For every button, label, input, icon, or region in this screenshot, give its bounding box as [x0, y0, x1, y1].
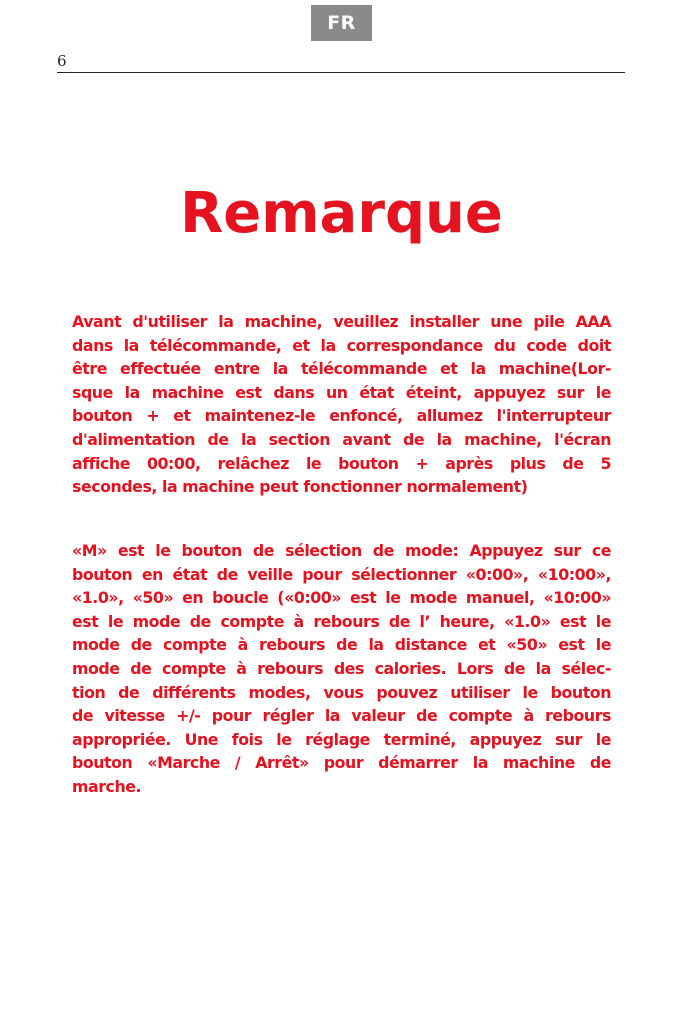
- paragraph-line: sque la machine est dans un état éteint, appuyez sur le: [72, 382, 611, 402]
- paragraph-line: tion de différents modes, vous pouvez utiliser le bouton: [72, 682, 611, 702]
- paragraph-line: «M» est le bouton de sélection de mode: Appuyez sur ce: [72, 541, 611, 560]
- paragraph-line: mode de compte à rebours des calories. Lors de la sélec-: [72, 658, 611, 678]
- paragraph-battery-pairing: [72, 310, 611, 499]
- paragraph-line: de vitesse +/- pour régler la valeur de compte à rebours: [72, 706, 611, 726]
- paragraph-line: Avant d'utiliser la machine, veuillez installer une pile AAA: [72, 312, 611, 331]
- paragraph-line: est le mode de compte à rebours de l’ heure, «1.0» est le: [72, 611, 611, 631]
- paragraph-line: «1.0», «50» en boucle («0:00» est le mode manuel, «10:00»: [72, 588, 611, 608]
- paragraph-line: marche.: [72, 776, 142, 796]
- paragraph-line: bouton «Marche / Arrêt» pour démarrer la machine de: [72, 753, 611, 773]
- paragraph-line: appropriée. Une fois le réglage terminé, appuyez sur le: [72, 729, 611, 749]
- paragraph-mode-button: [72, 539, 611, 799]
- paragraph-line: bouton en état de veille pour sélectionner «0:00», «10:00»,: [72, 564, 611, 584]
- paragraph-line: d'alimentation de la section avant de la machine, l'écran: [72, 429, 611, 449]
- paragraph-line: être effectuée entre la télécommande et la machine(Lor-: [72, 359, 611, 379]
- header-divider: [57, 72, 625, 73]
- paragraph-line: dans la télécommande, et la correspondance du code doit: [72, 335, 611, 355]
- paragraph-line: affiche 00:00, relâchez le bouton + après plus de 5: [72, 453, 611, 473]
- paragraph-line: secondes, la machine peut fonctionner normalement): [72, 477, 528, 497]
- page-number: 6: [57, 52, 67, 70]
- language-tab: FR: [311, 5, 372, 41]
- page-title: Remarque: [180, 181, 503, 246]
- paragraph-line: bouton + et maintenez-le enfoncé, allumez l'interrupteur: [72, 406, 611, 426]
- paragraph-line: mode de compte à rebours de la distance et «50» est le: [72, 635, 611, 655]
